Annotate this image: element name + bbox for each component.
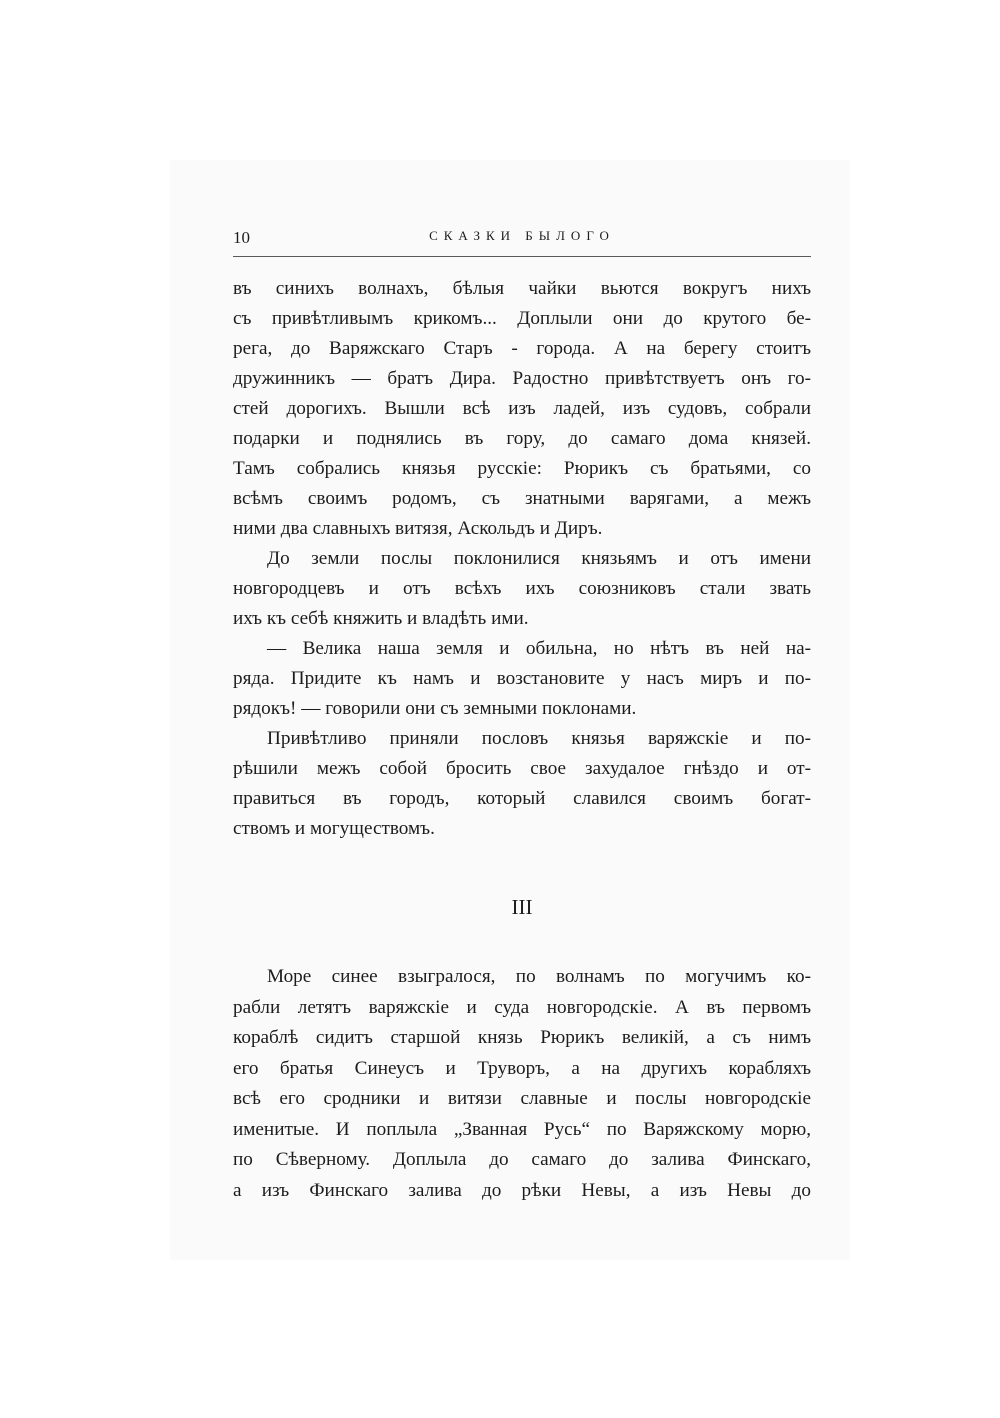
text-line: кораблѣ сидитъ старшой князь Рюрикъ великій, а съ нимъ <box>233 1027 811 1048</box>
text-line: подарки и поднялись въ гору, до самаго дома князей. <box>233 428 811 449</box>
page-header <box>233 228 811 252</box>
text-line: дружинникъ — братъ Дира. Радостно привѣтствуетъ онъ го- <box>233 368 811 389</box>
paragraph-3 <box>233 634 811 724</box>
running-title: СКАЗКИ БЫЛОГО <box>429 228 615 243</box>
text-line: именитые. И поплыла „Званная Русь“ по Варяжскому морю, <box>233 1118 811 1140</box>
text-line: Тамъ собрались князья русскіе: Рюрикъ съ братьями, со <box>233 458 811 479</box>
text-line: рабли летятъ варяжскіе и суда новгородскіе. А въ первомъ <box>233 996 811 1018</box>
paragraph-1 <box>233 274 811 544</box>
header-rule <box>233 256 811 257</box>
paragraph-5 <box>233 962 811 1206</box>
text-line: До земли послы поклонилися князьямъ и отъ имени <box>267 548 811 569</box>
text-line: всѣ его сродники и витязи славные и послы новгородскіе <box>233 1088 811 1109</box>
section-heading: III <box>511 895 533 919</box>
text-line: ихъ къ себѣ княжить и владѣть ими. <box>233 608 529 629</box>
text-line: его братья Синеусъ и Труворъ, а на другихъ корабляхъ <box>233 1057 811 1079</box>
text-line: правиться въ городъ, который славился своимъ богат- <box>233 788 811 809</box>
text-line: — Велика наша земля и обильна, но нѣтъ въ ней на- <box>267 638 811 659</box>
text-line: съ привѣтливымъ крикомъ... Доплыли они до крутого бе- <box>233 308 811 329</box>
paragraph-2 <box>233 544 811 634</box>
paragraph-4 <box>233 724 811 844</box>
text-line: рѣшили межъ собой бросить свое захудалое гнѣздо и от- <box>233 758 811 779</box>
text-line: всѣмъ своимъ родомъ, съ знатными варягами, а межъ <box>233 488 811 509</box>
text-line: рега, до Варяжскаго Старъ - города. А на берегу стоитъ <box>233 338 811 359</box>
text-line: новгородцевъ и отъ всѣхъ ихъ союзниковъ стали звать <box>233 578 811 599</box>
text-line: рядокъ! — говорили они съ земными поклонами. <box>233 698 637 719</box>
text-line: ствомъ и могуществомъ. <box>233 818 435 839</box>
text-line: ними два славныхъ витязя, Аскольдъ и Диръ. <box>233 518 603 539</box>
text-line: въ синихъ волнахъ, бѣлыя чайки вьются вокругъ нихъ <box>233 278 811 299</box>
page-number: 10 <box>233 228 250 247</box>
text-line: стей дорогихъ. Вышли всѣ изъ ладей, изъ судовъ, собрали <box>233 398 811 419</box>
text-line: ряда. Придите къ намъ и возстановите у насъ миръ и по- <box>233 668 811 689</box>
text-line: по Сѣверному. Доплыла до самаго до залива Финскаго, <box>233 1149 811 1170</box>
text-line: Привѣтливо приняли пословъ князья варяжскіе и по- <box>267 728 811 749</box>
text-line: а изъ Финскаго залива до рѣки Невы, а изъ Невы до <box>233 1179 811 1201</box>
text-line: Море синее взыгралося, по волнамъ по могучимъ ко- <box>267 966 811 987</box>
